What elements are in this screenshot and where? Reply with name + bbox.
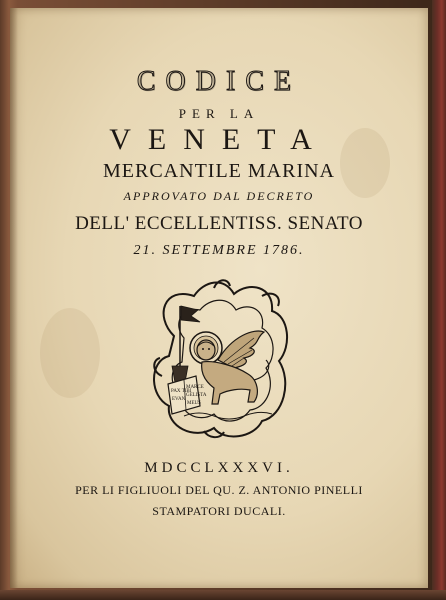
title-mercantile-marina: MERCANTILE MARINA <box>103 160 335 182</box>
publication-year: MDCCLXXXVI. <box>144 460 294 476</box>
printer-line: PER LI FIGLIUOLI DEL QU. Z. ANTONIO PINELLI <box>75 483 363 497</box>
subtitle-approvato: APPROVATO DAL DECRETO <box>123 189 315 203</box>
book-binding-bottom <box>0 590 446 600</box>
title-codice: CODICE <box>136 66 302 97</box>
title-veneta: VENETA <box>109 123 329 156</box>
decree-date: 21. SETTEMBRE 1786. <box>133 243 305 258</box>
book-inscription: MARCE <box>186 385 204 390</box>
subtitle-senato: DELL' ECCELLENTISS. SENATO <box>75 213 363 234</box>
title-page <box>10 8 428 588</box>
book-inscription: GELISTA <box>186 393 207 398</box>
lion-of-saint-mark-icon <box>144 276 294 444</box>
book-binding-edge <box>432 0 446 600</box>
paper-stain <box>40 308 100 398</box>
book-inscription: EVAN <box>172 397 186 402</box>
title-per-la: PER LA <box>178 106 260 121</box>
printer-title: STAMPATORI DUCALI. <box>152 504 286 518</box>
book-inscription: MEUS <box>187 401 201 406</box>
book-inscription: PAX TIBI <box>171 389 192 394</box>
